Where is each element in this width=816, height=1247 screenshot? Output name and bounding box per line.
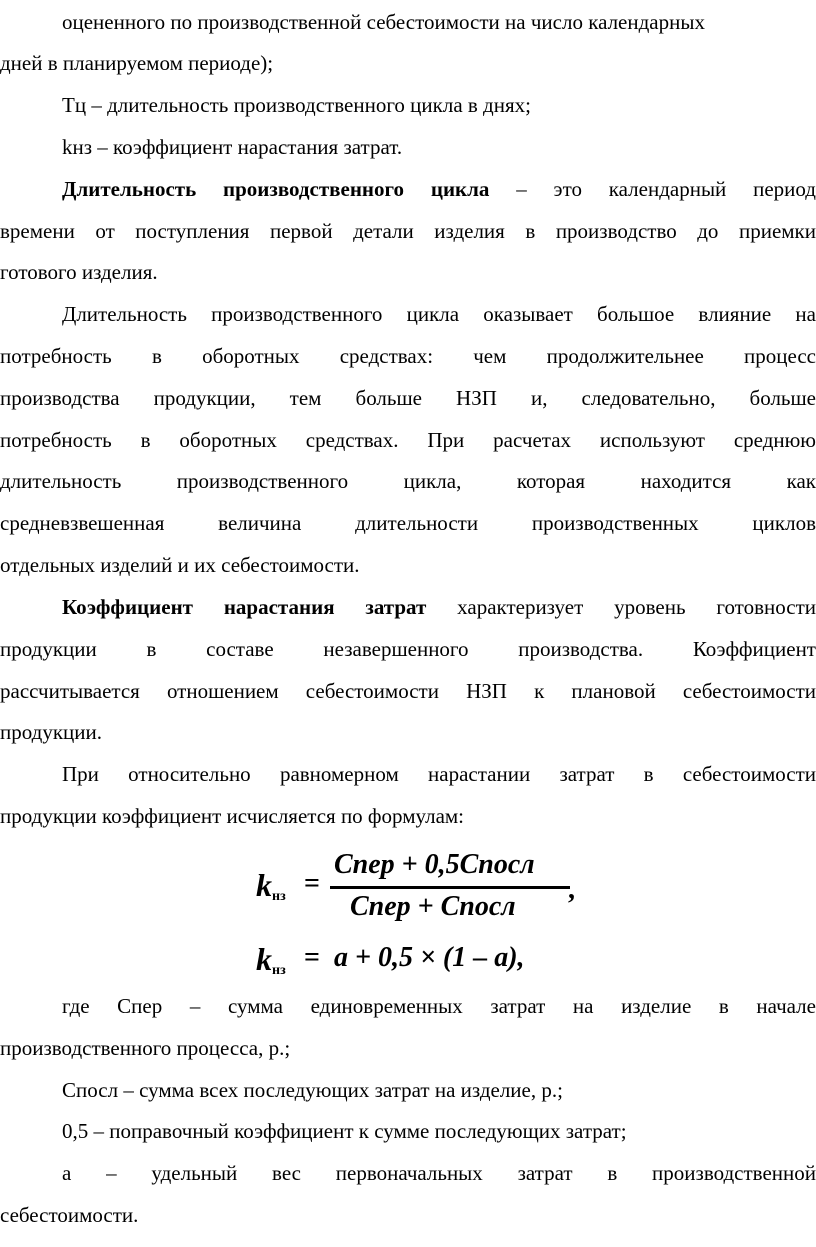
text-line: Спосл – сумма всех последующих затрат на изделие, р.;	[62, 1078, 563, 1102]
formula-numerator: Cпер + 0,5Cпосл	[334, 849, 535, 880]
formula-line2-rhs: a + 0,5 × (1 – a),	[334, 942, 525, 973]
text-span: характеризует уровень готовности	[426, 595, 816, 619]
text-line: а – удельный вес первоначальных затрат в производственной	[62, 1161, 816, 1185]
formula-comma: ,	[568, 874, 575, 905]
text-span: оцененного по производственной себестоимости на число календарных	[62, 10, 705, 34]
formula-k-2	[256, 942, 286, 988]
formula-k-letter: k	[256, 941, 272, 977]
text-line: рассчитывается отношением себестоимости НЗП к плановой себестоимости	[0, 679, 816, 703]
text-line: производственного процесса, р.;	[0, 1036, 291, 1060]
text-line: длительность производственного цикла, которая находится как	[0, 469, 816, 493]
text-line: себестоимости.	[0, 1203, 139, 1227]
formula-k-subscript: нз	[272, 889, 286, 904]
text-line: времени от поступления первой детали изделия в производство до приемки	[0, 219, 816, 243]
text-line: потребность в оборотных средствах. При расчетах используют среднюю	[0, 428, 816, 452]
formula-k-letter: k	[256, 867, 272, 903]
text-line: продукции в составе незавершенного производства. Коэффициент	[0, 637, 816, 661]
text-line: 0,5 – поправочный коэффициент к сумме последующих затрат;	[62, 1119, 627, 1143]
formula-block	[250, 850, 590, 980]
text-line: Длительность производственного цикла оказывает большое влияние на	[62, 302, 816, 326]
text-line: потребность в оборотных средствах: чем продолжительнее процесс	[0, 344, 816, 368]
text-line: Тц – длительность производственного цикла в днях;	[62, 93, 531, 117]
text-line: дней в планируемом периоде);	[0, 51, 274, 75]
text-line	[0, 8, 816, 36]
text-span: – это календарный период	[489, 177, 816, 201]
fraction-bar	[330, 886, 570, 889]
text-line: продукции коэффициент исчисляется по формулам:	[0, 804, 465, 828]
text-line: kнз – коэффициент нарастания затрат.	[62, 135, 403, 159]
text-line: где Спер – сумма единовременных затрат на изделие в начале	[62, 994, 816, 1018]
paragraph-first-line	[62, 593, 816, 621]
formula-equals-2: =	[304, 942, 320, 973]
formula-equals-1: =	[304, 868, 320, 899]
text-line: отдельных изделий и их себестоимости.	[0, 553, 360, 577]
text-line: производства продукции, тем больше НЗП и, следовательно, больше	[0, 386, 816, 410]
text-line: средневзвешенная величина длительности производственных циклов	[0, 511, 816, 535]
text-line: продукции.	[0, 720, 102, 744]
term-bold: Коэффициент нарастания затрат	[62, 595, 427, 619]
term-bold: Длительность производственного цикла	[62, 177, 490, 201]
formula-k-subscript: нз	[272, 963, 286, 978]
text-line: готового изделия.	[0, 260, 158, 284]
formula-denominator: Cпер + Cпосл	[350, 891, 516, 922]
formula-k-1	[256, 868, 286, 914]
text-line: При относительно равномерном нарастании затрат в себестоимости	[62, 762, 816, 786]
paragraph-first-line	[62, 175, 816, 203]
